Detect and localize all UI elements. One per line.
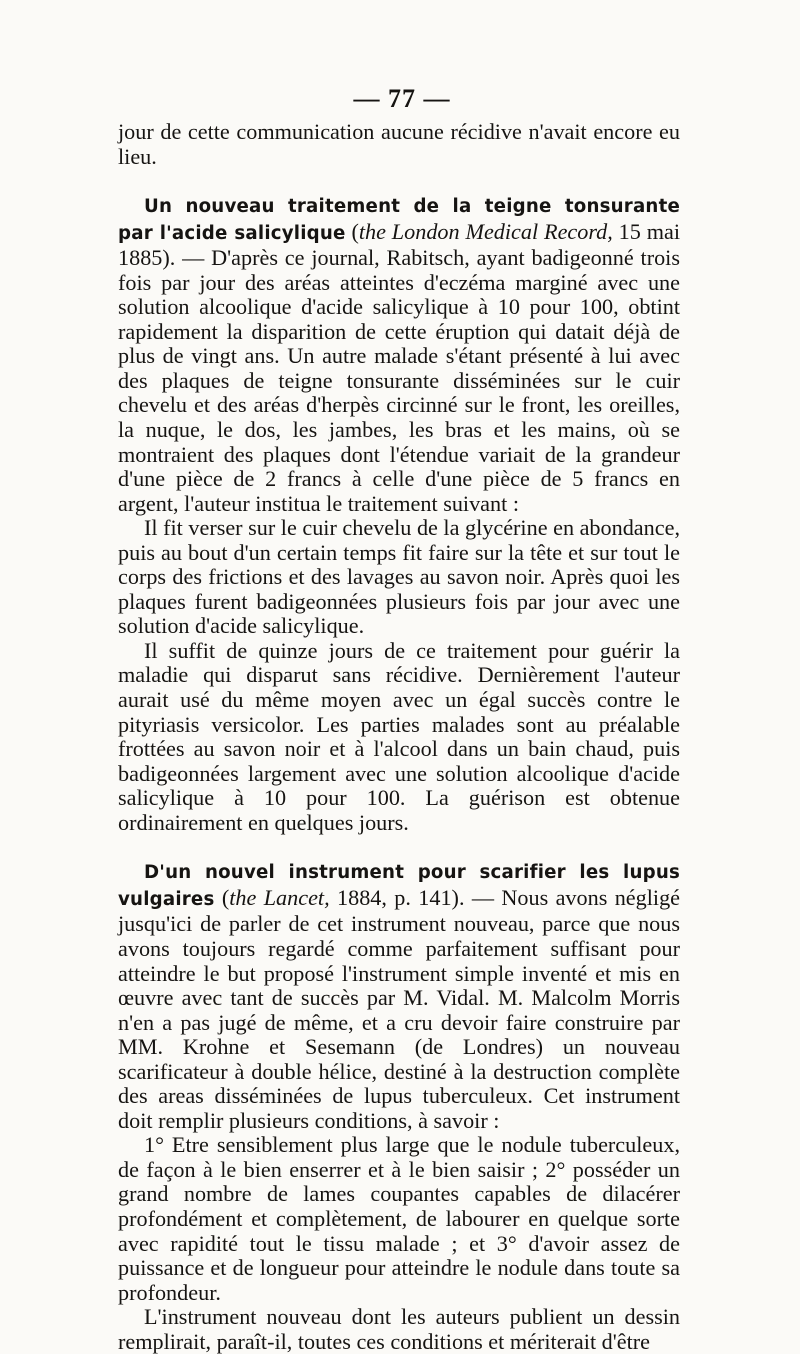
section1-source-open: ( [345, 218, 359, 244]
section1-paragraph-2: Il fit verser sur le cuir chevelu de la glycérine en abondance, puis au bout d'un certain temps fit faire sur la tête et sur tout le corps des frictions et des lavages au savon noir. Après quoi les plaques furent badigeonnées plusieurs fois par jour avec une solution d'acide salicylique. [118, 515, 680, 639]
section-gap [118, 169, 680, 193]
section2-source-open: ( [214, 884, 230, 910]
section2-paragraph-2: 1° Etre sensiblement plus large que le nodule tuberculeux, de façon à le bien enserrer et à le bien saisir ; 2° posséder un grand nombre de lames coupantes capables de dilacérer profondément et complètement, de labourer en quelque sorte avec rapidité tout le tissu malade ; et 3° d'avoir assez de puissance et de longueur pour atteindre le nodule dans toute sa profondeur. [118, 1132, 680, 1305]
page-number: — 77 — [353, 84, 451, 113]
section2-paragraph-3: L'instrument nouveau dont les auteurs publient un dessin remplirait, paraît-il, toutes ces conditions et mériterait d'être [118, 1304, 680, 1354]
section2-heading: D'un nouvel instrument pour scarifier les lupus vulgaires [118, 862, 680, 910]
intro-paragraph: jour de cette communication aucune récidive n'avait encore eu lieu. [118, 119, 680, 169]
section1-lead-paragraph [118, 193, 680, 516]
section1-heading: Un nouveau traitement de la teigne tonsurante par l'acide salicylique [118, 196, 680, 244]
section1-body: 15 mai 1885). — D'après ce journal, Rabitsch, ayant badigeonné trois fois par jour des aréas atteintes d'eczéma marginé avec une solution alcoolique d'acide salicylique à 10 pour 100, obtint rapidement la disparition de cette éruption qui datait déjà de plus de vingt ans. Un autre malade s'étant présenté à lui avec des plaques de teigne tonsurante disséminées sur le cuir chevelu et des aréas d'herpès circinné sur le front, les oreilles, la nuque, le dos, les jambes, les bras et les mains, où se montraient des plaques dont l'étendue variait de la grandeur d'une pièce de 2 francs à celle d'une pièce de 5 francs en argent, l'auteur institua le traitement suivant : [118, 218, 680, 516]
section-gap [118, 835, 680, 859]
section1-paragraph-3: Il suffit de quinze jours de ce traitement pour guérir la maladie qui disparut sans récidive. Dernièrement l'auteur aurait usé du même moyen avec un égal succès contre le pityriasis versicolor. Les parties malades sont au préalable frottées au savon noir et à l'alcool dans un bain chaud, puis badigeonnées largement avec une solution alcoolique d'acide salicylique à 10 pour 100. La guérison est obtenue ordinairement en quelques jours. [118, 637, 680, 835]
section1-source-journal: the London Medical Record, [358, 218, 613, 244]
section2-source-journal: the Lancet, [229, 884, 330, 910]
section2-lead-paragraph [118, 859, 680, 1133]
section2-body: 1884, p. 141). — Nous avons négligé jusqu'ici de parler de cet instrument nouveau, parce que nous avons toujours regardé comme parfaitement suffisant pour atteindre le but proposé l'instrument simple inventé et mis en œuvre avec tant de succès par M. Vidal. M. Malcolm Morris n'en a pas jugé de même, et a cru devoir faire construire par MM. Krohne et Sesemann (de Londres) un nouveau scarificateur à double hélice, destiné à la destruction complète des areas disséminées de lupus tuberculeux. Cet instrument doit remplir plusieurs conditions, à savoir : [118, 884, 681, 1133]
